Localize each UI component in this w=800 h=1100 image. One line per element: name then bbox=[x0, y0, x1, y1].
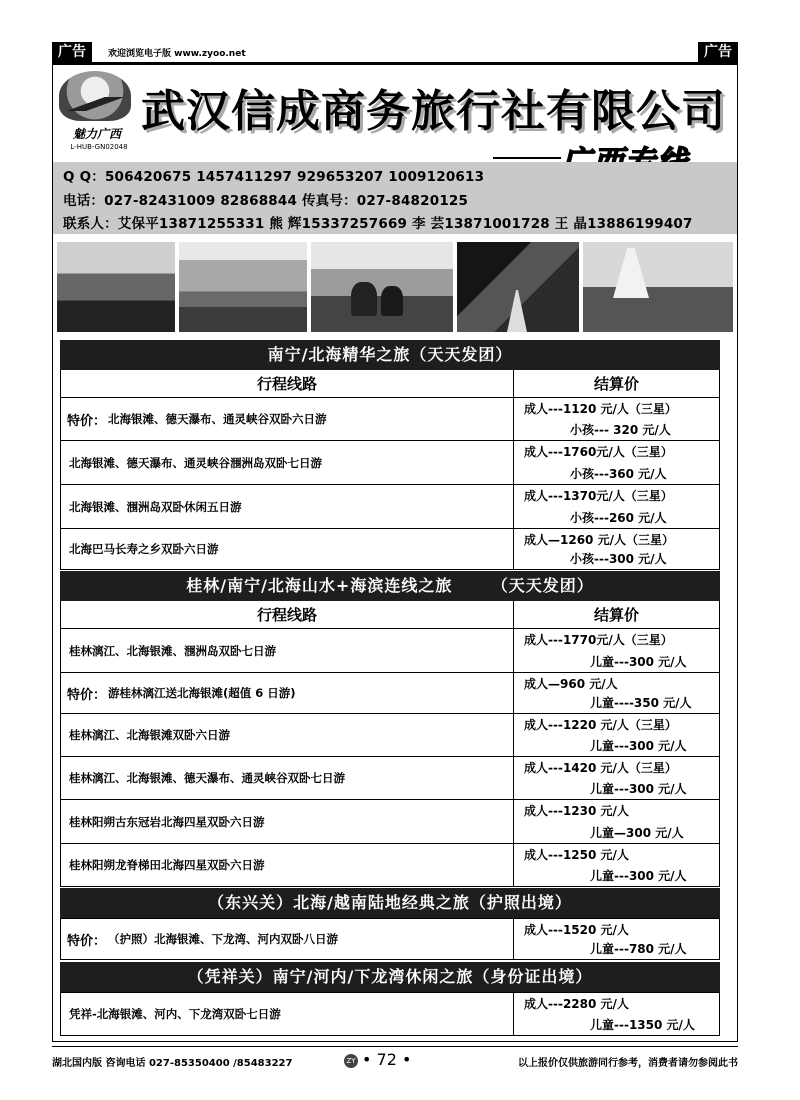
column-header bbox=[60, 601, 720, 629]
route-text: 北海银滩、涠洲岛双卧休闲五日游 bbox=[69, 499, 242, 514]
price-header: 结算价 bbox=[593, 606, 639, 624]
table-row bbox=[60, 629, 720, 673]
column-header bbox=[60, 370, 720, 398]
footer-disclaimer: 以上报价仅供旅游同行参考，消费者请勿参阅此书 bbox=[518, 1058, 738, 1069]
route-text: 桂林阳朔古东冠岩北海四星双卧六日游 bbox=[69, 814, 265, 829]
child-price: 儿童---300 元/人 bbox=[590, 782, 687, 796]
table-row bbox=[60, 844, 720, 887]
boardwalk-shape bbox=[507, 290, 527, 332]
price-cell bbox=[514, 919, 719, 959]
contact-band bbox=[53, 162, 737, 234]
route-text: 桂林漓江、北海银滩、涠洲岛双卧七日游 bbox=[69, 643, 276, 658]
table-row bbox=[60, 800, 720, 844]
route-cell bbox=[61, 757, 514, 799]
footer-divider bbox=[52, 1046, 738, 1047]
publisher-logo-icon: ZY bbox=[344, 1054, 358, 1068]
adult-price: 成人---1770元/人（三星） bbox=[524, 633, 673, 647]
route-text: 桂林阳朔龙脊梯田北海四星双卧六日游 bbox=[69, 858, 265, 872]
child-price: 儿童---300 元/人 bbox=[590, 655, 687, 669]
table-row bbox=[60, 992, 720, 1036]
route-text: 桂林漓江、北海银滩、德天瀑布、通灵峡谷双卧七日游 bbox=[69, 771, 345, 785]
child-price: 小孩--- 320 元/人 bbox=[570, 423, 671, 437]
child-price: 儿童---780 元/人 bbox=[590, 942, 687, 956]
company-header bbox=[53, 65, 737, 165]
table-row bbox=[60, 714, 720, 757]
child-price: 儿童---300 元/人 bbox=[590, 869, 687, 883]
route-cell bbox=[61, 919, 514, 959]
adult-price: 成人---1120 元/人（三星） bbox=[524, 402, 677, 416]
section-title: （凭祥关）南宁/河内/下龙湾休闲之旅（身份证出境） bbox=[60, 962, 720, 992]
logo-code: L-HUB-GN02048 bbox=[70, 143, 128, 151]
child-price: 小孩---360 元/人 bbox=[570, 467, 667, 481]
section-title: 南宁/北海精华之旅（天天发团） bbox=[60, 340, 720, 370]
li-river-karst-photo bbox=[57, 242, 175, 332]
contact-people: 联系人：艾保平13871255331 熊 辉15337257669 李 芸13871001728 王 晶13886199407 bbox=[63, 216, 693, 232]
route-text: 北海巴马长寿之乡双卧六日游 bbox=[69, 542, 219, 556]
welcome-text: 欢迎浏览电子版 www.zyoo.net bbox=[108, 49, 246, 59]
price-cell bbox=[514, 629, 719, 672]
child-price: 小孩---300 元/人 bbox=[570, 552, 667, 566]
adult-price: 成人—960 元/人 bbox=[524, 677, 618, 691]
route-cell bbox=[61, 629, 514, 672]
route-text: 凭祥-北海银滩、河内、下龙湾双卧七日游 bbox=[69, 1007, 281, 1021]
price-cell bbox=[514, 673, 719, 713]
route-cell bbox=[61, 800, 514, 843]
price-cell bbox=[514, 993, 719, 1035]
slogan-divider bbox=[493, 157, 561, 159]
bride-on-rock-photo bbox=[583, 242, 733, 332]
route-cell bbox=[61, 673, 514, 713]
route-text: 北海银滩、德天瀑布、通灵峡谷涠洲岛双卧七日游 bbox=[69, 455, 322, 470]
bride-shape bbox=[613, 248, 649, 298]
ad-label-right: 广告 bbox=[698, 42, 738, 62]
adult-price: 成人---1520 元/人 bbox=[524, 923, 629, 937]
adult-price: 成人---1220 元/人（三星） bbox=[524, 718, 677, 732]
price-cell bbox=[514, 844, 719, 886]
route-cell bbox=[61, 485, 514, 528]
child-price: 儿童---1350 元/人 bbox=[590, 1018, 695, 1032]
adult-price: 成人—1260 元/人（三星） bbox=[524, 533, 674, 547]
contact-phone: 电话：027-82431009 82868844 传真号：027-84820125 bbox=[63, 193, 469, 209]
table-row bbox=[60, 757, 720, 800]
adult-price: 成人---1420 元/人（三星） bbox=[524, 761, 677, 775]
route-text: 游桂林漓江送北海银滩(超值 6 日游) bbox=[108, 686, 296, 700]
special-tag: 特价： bbox=[67, 413, 107, 429]
route-cell bbox=[61, 398, 514, 440]
adult-price: 成人---1370元/人（三星） bbox=[524, 489, 673, 503]
table-row bbox=[60, 673, 720, 714]
route-cell bbox=[61, 844, 514, 886]
child-price: 小孩---260 元/人 bbox=[570, 511, 667, 525]
rock-shape bbox=[351, 282, 377, 316]
section-title: （东兴关）北海/越南陆地经典之旅（护照出境） bbox=[60, 888, 720, 918]
route-cell bbox=[61, 993, 514, 1035]
route-cell bbox=[61, 714, 514, 756]
price-cell bbox=[514, 757, 719, 799]
special-tag: 特价： bbox=[67, 687, 107, 703]
adult-price: 成人---1760元/人（三星） bbox=[524, 445, 673, 459]
child-price: 儿童---300 元/人 bbox=[590, 739, 687, 753]
boardwalk-forest-photo bbox=[457, 242, 579, 332]
child-price: 儿童----350 元/人 bbox=[590, 696, 692, 710]
sea-rocks-photo bbox=[311, 242, 453, 332]
rock-shape bbox=[381, 286, 403, 316]
price-cell bbox=[514, 485, 719, 528]
route-header: 行程线路 bbox=[61, 370, 514, 397]
route-text: 北海银滩、德天瀑布、通灵峡谷双卧六日游 bbox=[108, 412, 327, 426]
ad-label-left: 广告 bbox=[52, 42, 92, 62]
price-cell bbox=[514, 529, 719, 569]
section-title: 桂林/南宁/北海山水+海滨连线之旅 （天天发团） bbox=[60, 571, 720, 601]
adult-price: 成人---2280 元/人 bbox=[524, 997, 629, 1011]
route-header: 行程线路 bbox=[61, 601, 514, 628]
price-cell bbox=[514, 800, 719, 843]
special-tag: 特价： bbox=[67, 933, 107, 949]
page-number-text: • 72 • bbox=[362, 1050, 412, 1069]
table-row bbox=[60, 485, 720, 529]
price-cell bbox=[514, 441, 719, 484]
price-header: 结算价 bbox=[593, 375, 639, 393]
footer-edition: 湖北国内版 咨询电话 027-85350400 /85483227 bbox=[52, 1058, 293, 1069]
contact-qq: Q Q：506420675 1457411297 929653207 1009120613 bbox=[63, 169, 485, 185]
price-cell bbox=[514, 398, 719, 440]
mountain-logo-icon bbox=[59, 71, 131, 121]
table-row bbox=[60, 529, 720, 570]
route-text: 桂林漓江、北海银滩双卧六日游 bbox=[69, 728, 230, 742]
beach-sky-photo bbox=[179, 242, 307, 332]
page-number bbox=[344, 1050, 411, 1069]
price-cell bbox=[514, 714, 719, 756]
child-price: 儿童—300 元/人 bbox=[590, 826, 684, 840]
route-cell bbox=[61, 529, 514, 569]
logo-text: 魅力广西 bbox=[72, 127, 121, 141]
table-row bbox=[60, 918, 720, 960]
photo-strip bbox=[57, 242, 733, 332]
route-text: （护照）北海银滩、下龙湾、河内双卧八日游 bbox=[108, 932, 339, 946]
route-cell bbox=[61, 441, 514, 484]
company-name: 武汉信成商务旅行社有限公司 bbox=[141, 86, 726, 137]
adult-price: 成人---1230 元/人 bbox=[524, 804, 629, 818]
adult-price: 成人---1250 元/人 bbox=[524, 848, 629, 862]
table-row bbox=[60, 398, 720, 441]
table-row bbox=[60, 441, 720, 485]
